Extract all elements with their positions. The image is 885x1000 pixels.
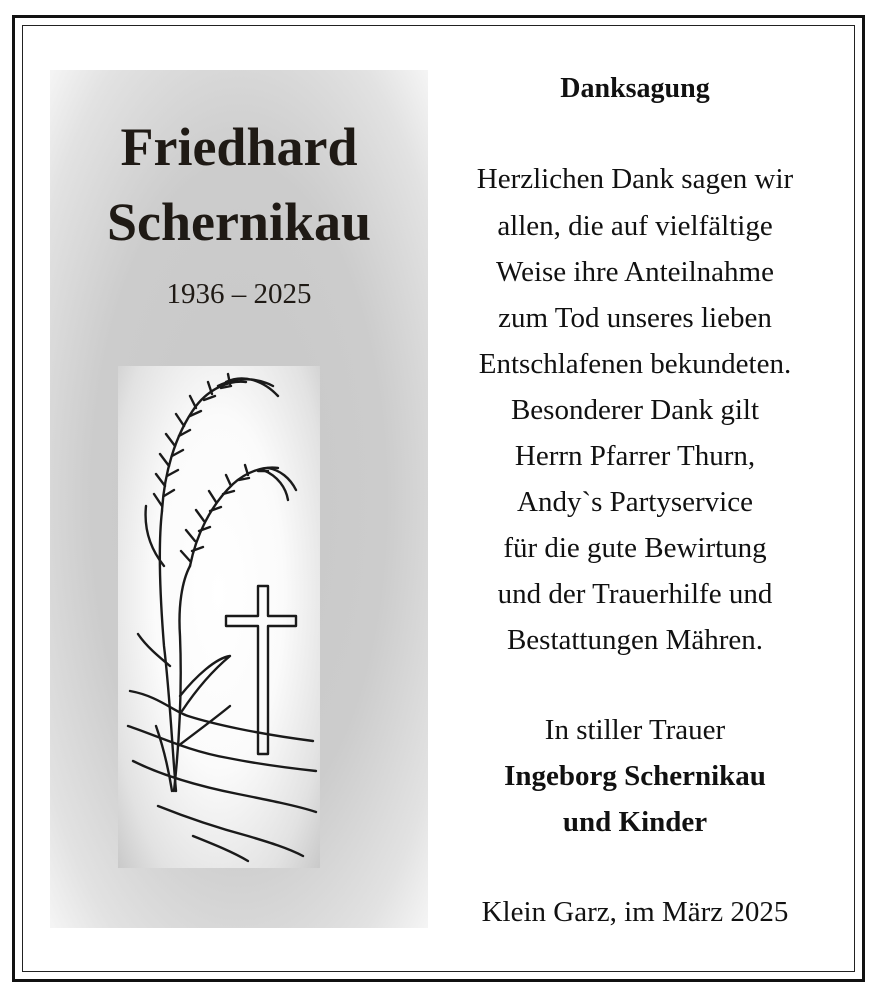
body-line: Herzlichen Dank sagen wir <box>476 163 794 195</box>
first-name: Friedhard <box>120 117 358 177</box>
body-line: für die gute Bewirtung <box>503 532 767 564</box>
body-line: und der Trauerhilfe und <box>497 578 773 610</box>
body-line: Andy`s Partyservice <box>517 486 753 518</box>
body-line: Bestattungen Mähren. <box>506 624 764 656</box>
body-line: zum Tod unseres lieben <box>498 302 772 334</box>
place-date: Klein Garz, im März 2025 <box>481 896 789 928</box>
mourning-intro: In stiller Trauer <box>544 714 726 746</box>
wheat-and-cross-icon <box>118 366 320 868</box>
body-line: Herrn Pfarrer Thurn, <box>514 440 756 472</box>
life-years: 1936 – 2025 <box>166 278 312 310</box>
mourners-line: und Kinder <box>562 806 708 838</box>
body-line: Entschlafenen bekundeten. <box>478 348 792 380</box>
body-line: Besonderer Dank gilt <box>510 394 760 426</box>
name-panel <box>50 70 428 928</box>
mourners-line: Ingeborg Schernikau <box>504 760 766 792</box>
last-name: Schernikau <box>106 192 372 252</box>
body-line: allen, die auf vielfältige <box>497 210 773 242</box>
body-line: Weise ihre Anteilnahme <box>496 256 774 288</box>
notice-heading: Danksagung <box>560 73 710 104</box>
